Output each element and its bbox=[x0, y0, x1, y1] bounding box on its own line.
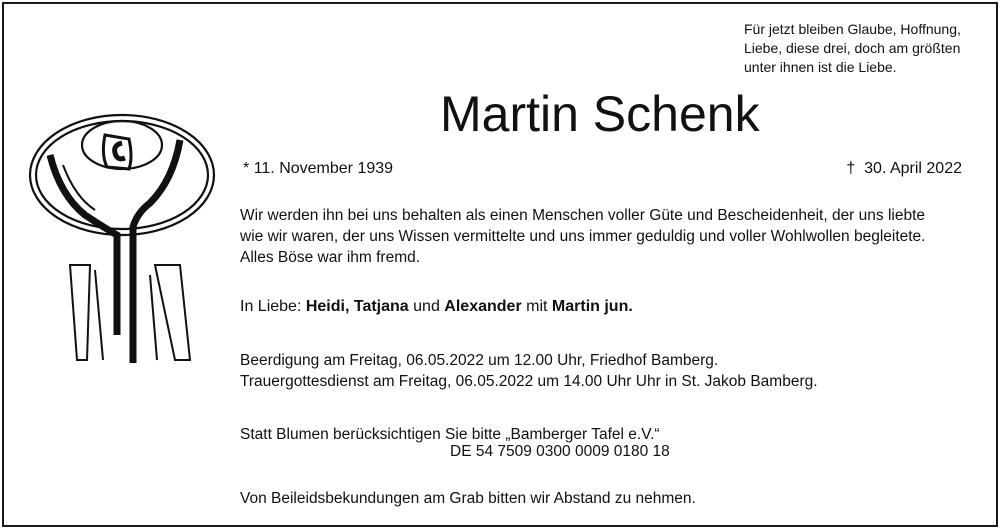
condolence-note: Von Beileidsbekundungen am Grab bitten wir Abstand zu nehmen. bbox=[240, 490, 696, 507]
bible-quote bbox=[744, 20, 984, 77]
mourners-with: mit bbox=[526, 298, 548, 315]
deceased-name: Martin Schenk bbox=[440, 86, 760, 142]
resurrection-figure-logo bbox=[25, 95, 220, 370]
birth-date bbox=[243, 160, 393, 178]
donation-request: Statt Blumen berücksichtigen Sie bitte „Bamberger Tafel e.V.“ bbox=[240, 426, 660, 443]
mourners-line bbox=[240, 296, 633, 317]
death-date bbox=[846, 160, 962, 178]
mourners-and: und bbox=[413, 298, 440, 315]
birth-date-text: 11. November 1939 bbox=[253, 160, 394, 177]
birth-star-icon: * bbox=[243, 160, 250, 177]
mourners-names-2: Alexander bbox=[444, 298, 522, 315]
death-date-text: 30. April 2022 bbox=[864, 160, 962, 177]
funeral-line: Trauergottesdienst am Freitag, 06.05.2022 um 14.00 Uhr Uhr in St. Jakob Bamberg. bbox=[240, 373, 818, 390]
mourners-names-3: Martin jun. bbox=[551, 298, 633, 315]
quote-line: Für jetzt bleiben Glaube, Hoffnung, bbox=[744, 21, 961, 37]
funeral-line: Beerdigung am Freitag, 06.05.2022 um 12.00 Uhr, Friedhof Bamberg. bbox=[240, 352, 719, 369]
donation-iban: DE 54 7509 0300 0009 0180 18 bbox=[450, 443, 670, 460]
tribute-line: Alles Böse war ihm fremd. bbox=[240, 249, 421, 266]
quote-line: unter ihnen ist die Liebe. bbox=[744, 59, 897, 75]
tribute-line: wie wir waren, der uns Wissen vermittelte und uns immer geduldig und voller Wohlwollen begleitete. bbox=[240, 228, 926, 245]
tribute-paragraph bbox=[240, 205, 925, 268]
mourners-prefix: In Liebe: bbox=[240, 298, 302, 315]
tribute-line: Wir werden ihn bei uns behalten als einen Menschen voller Güte und Bescheidenheit, der uns liebte bbox=[240, 207, 926, 224]
mourners-names-1: Heidi, Tatjana bbox=[305, 298, 409, 315]
quote-line: Liebe, diese drei, doch am größten bbox=[744, 40, 961, 56]
death-cross-icon: † bbox=[846, 160, 856, 177]
funeral-details bbox=[240, 350, 818, 392]
